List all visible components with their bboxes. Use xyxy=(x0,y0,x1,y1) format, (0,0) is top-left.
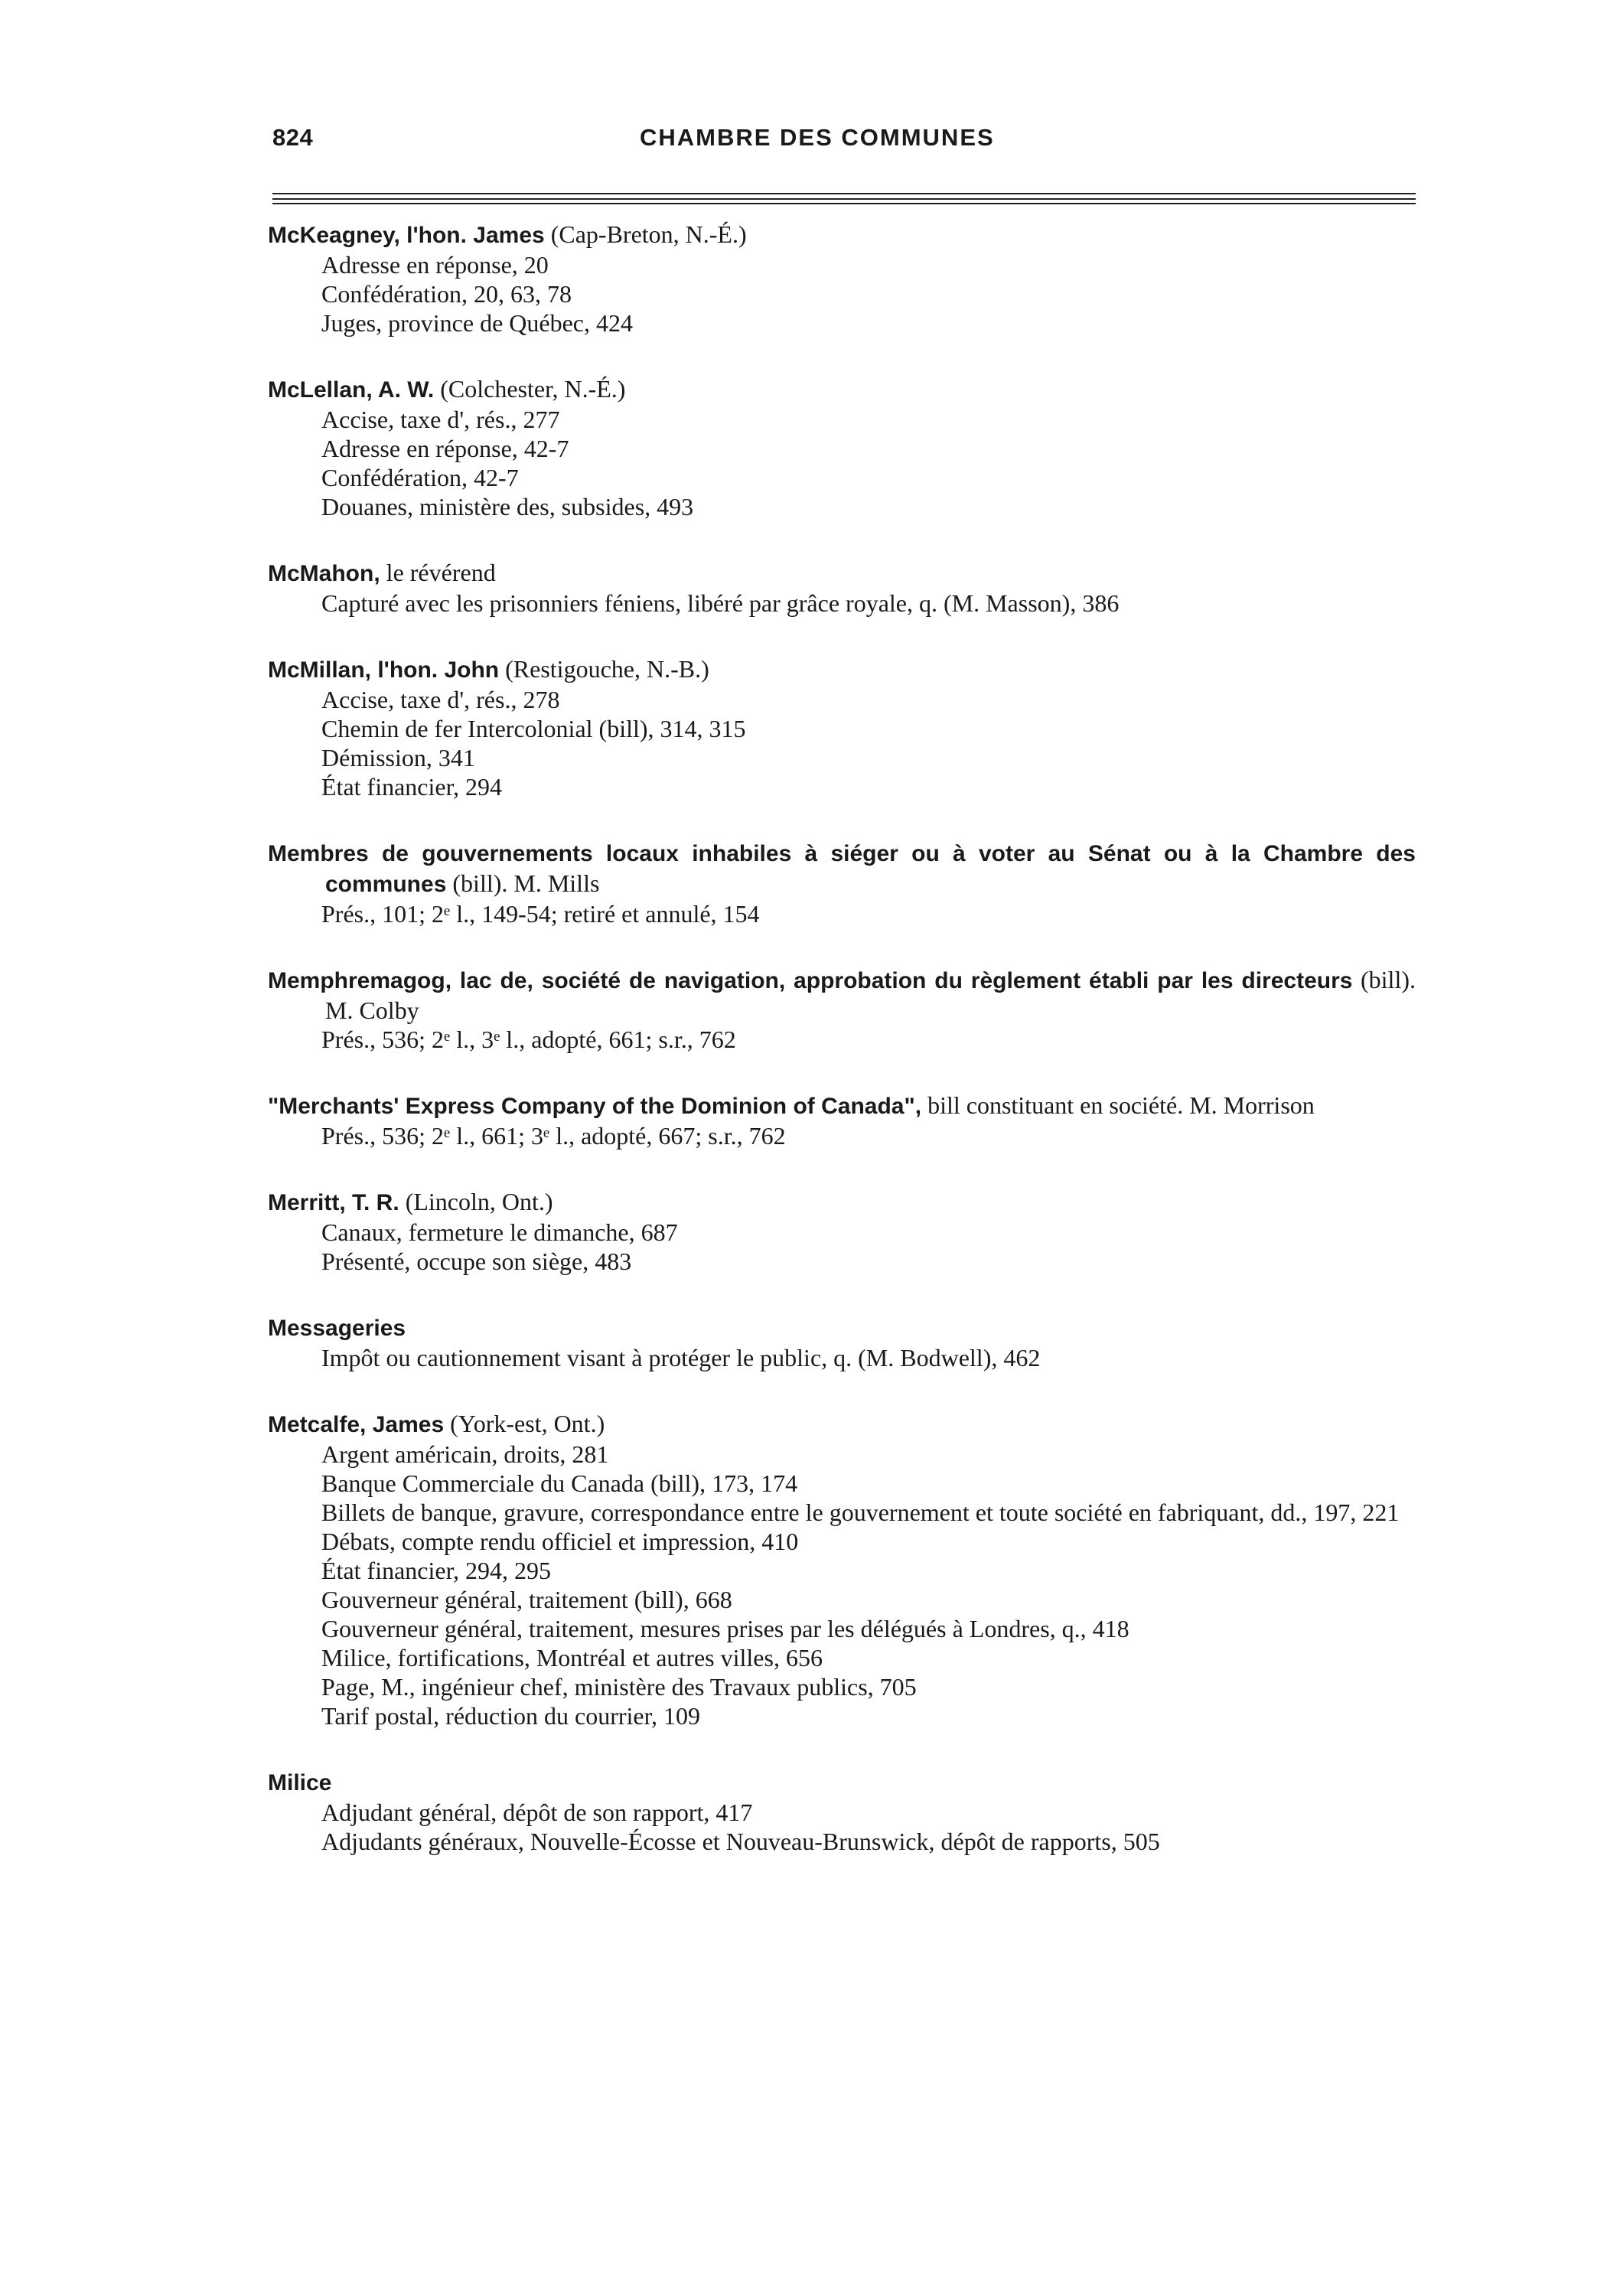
index-entry xyxy=(268,1313,1416,1372)
entry-heading xyxy=(268,1409,1416,1440)
index-entry xyxy=(268,654,1416,801)
header-rule xyxy=(272,193,1416,194)
index-entry xyxy=(268,558,1416,618)
entry-subitem: Douanes, ministère des, subsides, 493 xyxy=(321,493,694,520)
entry-qualifier: (Colchester, N.-É.) xyxy=(434,375,626,403)
entry-heading xyxy=(268,1187,1416,1218)
entry-name: McKeagney, l'hon. James xyxy=(268,223,545,248)
entry-subitem: Confédération, 42-7 xyxy=(321,464,519,491)
header-rule xyxy=(272,203,1416,204)
index-entry xyxy=(268,374,1416,521)
entry-name: Messageries xyxy=(268,1316,406,1341)
entry-subitem: Adjudant général, dépôt de son rapport, 417 xyxy=(321,1799,753,1826)
entry-subitem: Présenté, occupe son siège, 483 xyxy=(321,1247,632,1275)
page-header xyxy=(272,124,1416,162)
entry-subitem: État financier, 294, 295 xyxy=(321,1557,551,1584)
entry-subitem: État financier, 294 xyxy=(321,773,502,801)
index-content xyxy=(268,220,1416,1893)
entry-qualifier: (bill). M. Colby xyxy=(325,966,1416,1024)
index-entry xyxy=(268,1409,1416,1730)
index-entry xyxy=(268,1187,1416,1276)
entry-subitem: Débats, compte rendu officiel et impression, 410 xyxy=(321,1528,799,1555)
entry-subitem: Confédération, 20, 63, 78 xyxy=(321,280,572,308)
entry-qualifier: (bill). M. Mills xyxy=(446,869,600,897)
entry-name: Metcalfe, James xyxy=(268,1412,445,1437)
index-entry xyxy=(268,965,1416,1054)
entry-subitem: Banque Commerciale du Canada (bill), 173, 174 xyxy=(321,1469,798,1497)
entry-subitem: Adresse en réponse, 42-7 xyxy=(321,435,569,462)
entry-qualifier: (Lincoln, Ont.) xyxy=(399,1188,553,1215)
entry-subitem: Gouverneur général, traitement, mesures prises par les délégués à Londres, q., 418 xyxy=(321,1615,1129,1642)
entry-qualifier: (Restigouche, N.-B.) xyxy=(499,655,709,683)
entry-heading xyxy=(268,654,1416,685)
entry-subitem: Juges, province de Québec, 424 xyxy=(321,309,633,337)
entry-heading xyxy=(268,1767,1416,1798)
index-entry xyxy=(268,838,1416,928)
entry-qualifier: le révérend xyxy=(380,559,496,586)
header-rule xyxy=(272,198,1416,200)
entry-name: Memphremagog, lac de, société de navigation, approbation du règlement établi par les directeurs xyxy=(268,968,1353,993)
entry-heading xyxy=(268,374,1416,405)
entry-heading xyxy=(268,1091,1416,1121)
entry-heading xyxy=(268,838,1416,899)
entry-name: Membres de gouvernements locaux inhabiles à siéger ou à voter au Sénat ou à la Chambre des communes xyxy=(268,841,1416,897)
entry-heading xyxy=(268,1313,1416,1343)
page-number: 824 xyxy=(272,124,314,151)
entry-subitem: Milice, fortifications, Montréal et autres villes, 656 xyxy=(321,1644,823,1671)
entry-subitem: Chemin de fer Intercolonial (bill), 314, 315 xyxy=(321,715,746,742)
entry-subitem: Accise, taxe d', rés., 278 xyxy=(321,686,560,713)
running-title: CHAMBRE DES COMMUNES xyxy=(640,124,995,151)
entry-subitem: Démission, 341 xyxy=(321,744,475,771)
entry-name: "Merchants' Express Company of the Dominion of Canada", xyxy=(268,1094,922,1119)
entry-name: McMahon, xyxy=(268,561,380,586)
entry-subitem: Adjudants généraux, Nouvelle-Écosse et Nouveau-Brunswick, dépôt de rapports, 505 xyxy=(321,1828,1160,1855)
entry-subitem: Capturé avec les prisonniers féniens, libéré par grâce royale, q. (M. Masson), 386 xyxy=(321,589,1120,617)
entry-name: McLellan, A. W. xyxy=(268,377,435,403)
entry-subitem: Canaux, fermeture le dimanche, 687 xyxy=(321,1218,678,1246)
entry-subitem: Argent américain, droits, 281 xyxy=(321,1440,609,1468)
entry-qualifier: (Cap-Breton, N.-É.) xyxy=(544,220,747,248)
entry-subitem: Accise, taxe d', rés., 277 xyxy=(321,406,560,433)
index-entry xyxy=(268,1091,1416,1150)
entry-qualifier: (York-est, Ont.) xyxy=(444,1410,605,1437)
entry-subitem: Prés., 101; 2ᵉ l., 149-54; retiré et annulé, 154 xyxy=(321,900,760,928)
entry-heading xyxy=(268,220,1416,250)
entry-subitem: Prés., 536; 2ᵉ l., 661; 3ᵉ l., adopté, 667; s.r., 762 xyxy=(321,1122,786,1150)
entry-name: McMillan, l'hon. John xyxy=(268,657,500,683)
entry-name: Merritt, T. R. xyxy=(268,1190,399,1215)
entry-subitem: Impôt ou cautionnement visant à protéger le public, q. (M. Bodwell), 462 xyxy=(321,1344,1041,1371)
entry-subitem: Gouverneur général, traitement (bill), 668 xyxy=(321,1586,732,1613)
entry-heading xyxy=(268,965,1416,1025)
entry-subitem: Adresse en réponse, 20 xyxy=(321,251,549,279)
index-entry xyxy=(268,220,1416,338)
entry-subitem: Billets de banque, gravure, correspondance entre le gouvernement et toute société en fabriquant, dd., 197, 221 xyxy=(321,1499,1400,1526)
entry-heading xyxy=(268,558,1416,589)
entry-subitem: Prés., 536; 2ᵉ l., 3ᵉ l., adopté, 661; s.r., 762 xyxy=(321,1026,736,1053)
entry-name: Milice xyxy=(268,1770,332,1795)
index-entry xyxy=(268,1767,1416,1856)
entry-subitem: Page, M., ingénieur chef, ministère des Travaux publics, 705 xyxy=(321,1673,917,1701)
entry-subitem: Tarif postal, réduction du courrier, 109 xyxy=(321,1702,700,1730)
entry-qualifier: bill constituant en société. M. Morrison xyxy=(921,1091,1315,1119)
